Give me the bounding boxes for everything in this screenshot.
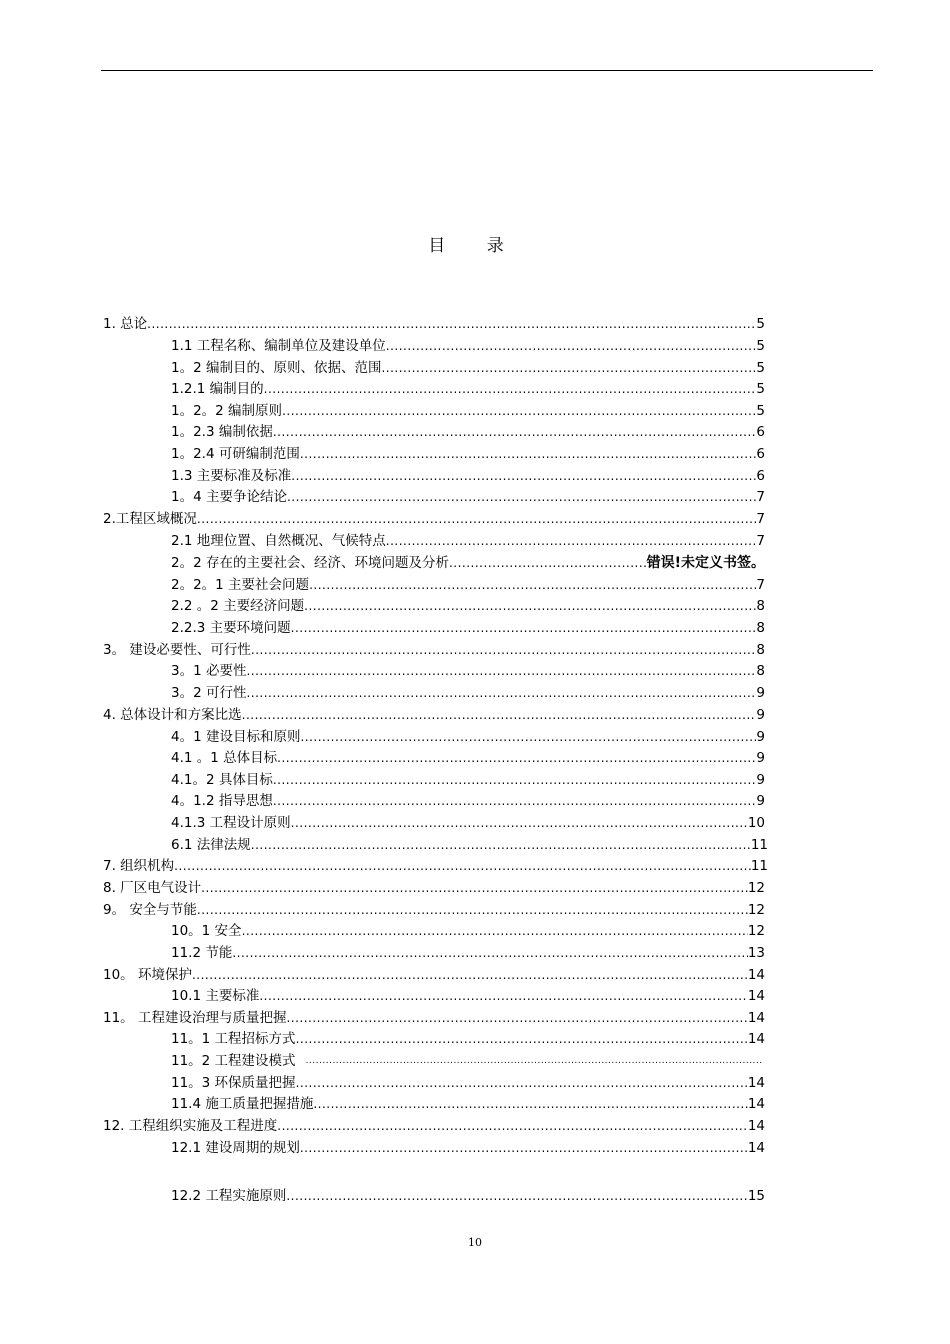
toc-entry-page: 5: [756, 316, 765, 332]
toc-leader-dots: [286, 1186, 747, 1206]
toc-entry[interactable]: [171, 1029, 765, 1049]
toc-leader-dots: [174, 856, 751, 876]
toc-entry-page: 5: [756, 381, 765, 397]
toc-entry[interactable]: [171, 1051, 763, 1071]
toc-leader-dots: [251, 835, 751, 855]
toc-entry-page: 14: [747, 1096, 765, 1112]
toc-leader-dots: [287, 487, 756, 507]
toc-entry-page: 9: [756, 685, 765, 701]
toc-leader-dots: [273, 422, 757, 442]
toc-entry[interactable]: [171, 1186, 765, 1206]
toc-entry-page: 7: [756, 533, 765, 549]
toc-entry-label: 1.3 主要标准及标准: [171, 468, 292, 484]
toc-leader-dots: [273, 770, 757, 790]
toc-entry-page: 12: [747, 880, 765, 896]
toc-entry[interactable]: [171, 1073, 765, 1093]
toc-entry-page: 9: [756, 707, 765, 723]
toc-entry[interactable]: [103, 640, 765, 660]
toc-entry-page: 14: [747, 967, 765, 983]
toc-leader-dots: [273, 791, 757, 811]
toc-title: 目 录: [428, 236, 522, 256]
toc-entry[interactable]: [171, 553, 765, 573]
toc-entry-label: 1.1 工程名称、编制单位及建设单位: [171, 338, 386, 354]
toc-leader-dots: [277, 748, 756, 768]
toc-entry-label: 11.4 施工质量把握措施: [171, 1096, 314, 1112]
toc-entry-label: 2.1 地理位置、自然概况、气候特点: [171, 533, 386, 549]
toc-entry[interactable]: [171, 1094, 765, 1114]
toc-entry-page: 7: [756, 577, 765, 593]
toc-entry-label: 4。1 建设目标和原则: [171, 729, 301, 745]
toc-entry-label: 7. 组织机构: [103, 858, 175, 874]
toc-entry[interactable]: [171, 422, 765, 442]
toc-leader-dots: [300, 727, 756, 747]
toc-leader-dots: [291, 618, 757, 638]
toc-entry-label: 4.1.3 工程设计原则: [171, 815, 291, 831]
toc-entry-page: 15: [747, 1188, 765, 1204]
toc-leader-dots: [286, 1008, 747, 1028]
toc-leader-dots: [449, 553, 647, 573]
toc-entry-label: 3。1 必要性: [171, 663, 247, 679]
toc-leader-dots: [201, 878, 748, 898]
toc-entry-page: 5: [756, 360, 765, 376]
toc-leader-dots: [291, 466, 756, 486]
toc-entry[interactable]: [171, 358, 765, 378]
toc-leader-dots: [246, 683, 756, 703]
toc-entry[interactable]: [103, 856, 768, 876]
toc-entry-label: 4.1 。1 总体目标: [171, 750, 278, 766]
toc-entry-label: 9。 安全与节能: [103, 902, 197, 918]
toc-entry-page: 9: [756, 729, 765, 745]
toc-leader-dots: [251, 640, 757, 660]
toc-entry-page: 11: [750, 858, 768, 874]
toc-entry-label: 1. 总论: [103, 316, 148, 332]
toc-entry[interactable]: [171, 531, 765, 551]
toc-entry[interactable]: [171, 835, 768, 855]
toc-entry-label: 2。2。1 主要社会问题: [171, 577, 310, 593]
toc-entry[interactable]: [103, 878, 765, 898]
toc-entry-label: 2。2 存在的主要社会、经济、环境问题及分析: [171, 555, 449, 571]
toc-entry[interactable]: [103, 705, 765, 725]
toc-entry[interactable]: [103, 1008, 765, 1028]
toc-entry[interactable]: [171, 336, 765, 356]
toc-leader-dots: [300, 1138, 748, 1158]
toc-leader-dots: [197, 900, 748, 920]
toc-entry-label: 1。4 主要争论结论: [171, 489, 287, 505]
toc-entry-label: 12.1 建设周期的规划: [171, 1140, 300, 1156]
toc-entry-label: 3。2 可行性: [171, 685, 247, 701]
toc-entry-label: 10.1 主要标准: [171, 988, 260, 1004]
toc-entry[interactable]: [171, 379, 765, 399]
toc-entry[interactable]: [171, 813, 765, 833]
header-rule: [101, 70, 873, 71]
toc-entry[interactable]: [171, 921, 765, 941]
toc-entry-label: 11。3 环保质量把握: [171, 1075, 296, 1091]
toc-leader-dots: [264, 379, 757, 399]
toc-entry-page: 13: [747, 945, 765, 961]
toc-entry-page: 14: [747, 1010, 765, 1026]
toc-entry[interactable]: [171, 596, 765, 616]
toc-entry-label: 2.2 。2 主要经济问题: [171, 598, 305, 614]
toc-leader-dots: [147, 314, 756, 334]
toc-entry-label: 10。1 安全: [171, 923, 242, 939]
toc-entry-label: 1.2.1 编制目的: [171, 381, 264, 397]
toc-leader-dots: [313, 1094, 747, 1114]
toc-entry[interactable]: [171, 401, 765, 421]
toc-entry-label: 2.2.3 主要环境问题: [171, 620, 291, 636]
toc-entry[interactable]: [171, 791, 765, 811]
toc-entry-page: 9: [756, 793, 765, 809]
toc-leader-dots: [306, 1051, 763, 1071]
toc-entry-page: 14: [747, 1075, 765, 1091]
toc-leader-dots: [291, 813, 748, 833]
toc-leader-dots: [192, 965, 748, 985]
toc-leader-dots: [309, 575, 756, 595]
toc-entry[interactable]: [103, 509, 765, 529]
toc-entry[interactable]: [171, 444, 765, 464]
toc-entry-label: 12.2 工程实施原则: [171, 1188, 287, 1204]
toc-leader-dots: [381, 358, 756, 378]
toc-entry[interactable]: [171, 466, 765, 486]
toc-entry-label: 12. 工程组织实施及工程进度: [103, 1118, 278, 1134]
page-number: 10: [468, 1236, 482, 1249]
toc-entry[interactable]: [171, 661, 765, 681]
toc-entry[interactable]: [103, 965, 765, 985]
toc-entry[interactable]: [171, 683, 765, 703]
toc-leader-dots: [282, 401, 756, 421]
toc-leader-dots: [386, 336, 757, 356]
toc-entry-page: 6: [756, 468, 765, 484]
toc-entry-label: 4. 总体设计和方案比选: [103, 707, 242, 723]
toc-leader-dots: [277, 1116, 748, 1136]
toc-entry-page: 14: [747, 1140, 765, 1156]
toc-entry[interactable]: [171, 575, 765, 595]
toc-entry[interactable]: [103, 1116, 765, 1136]
toc-entry-label: 1。2 编制目的、原则、依据、范围: [171, 360, 382, 376]
toc-entry-page: 8: [756, 663, 765, 679]
toc-entry[interactable]: [171, 1138, 765, 1158]
toc-entry-page: 8: [756, 620, 765, 636]
toc-entry-label: 10。 环境保护: [103, 967, 192, 983]
toc-entry-label: 1。2.4 可研编制范围: [171, 446, 300, 462]
toc-entry[interactable]: [103, 900, 765, 920]
toc-entry-page: 7: [756, 511, 765, 527]
toc-entry[interactable]: [171, 986, 765, 1006]
toc-leader-dots: [296, 1029, 748, 1049]
toc-entry-label: 2.工程区域概况: [103, 511, 197, 527]
toc-entry[interactable]: [171, 770, 765, 790]
toc-entry-label: 4。1.2 指导思想: [171, 793, 273, 809]
toc-leader-dots: [296, 1073, 748, 1093]
toc-leader-dots: [232, 943, 747, 963]
toc-entry-page-error: 错误!未定义书签。: [646, 555, 765, 571]
toc-entry-page: 12: [747, 902, 765, 918]
toc-entry-page: 9: [756, 750, 765, 766]
toc-entry-page: 5: [756, 403, 765, 419]
toc-leader-dots: [246, 661, 756, 681]
toc-entry-label: 11。 工程建设治理与质量把握: [103, 1010, 287, 1026]
toc-leader-dots: [259, 986, 747, 1006]
toc-entry-page: 7: [756, 489, 765, 505]
toc-entry-page: 14: [747, 988, 765, 1004]
toc-entry-label: 1。2。2 编制原则: [171, 403, 283, 419]
toc-leader-dots: [300, 444, 757, 464]
toc-entry-label: 11.2 节能: [171, 945, 233, 961]
toc-entry-label: 11。1 工程招标方式: [171, 1031, 296, 1047]
toc-entry[interactable]: [171, 487, 765, 507]
toc-entry[interactable]: [171, 618, 765, 638]
toc-leader-dots: [197, 509, 757, 529]
toc-entry-page: 14: [747, 1118, 765, 1134]
toc-entry-page: 6: [756, 424, 765, 440]
toc-leader-dots: [242, 921, 748, 941]
toc-entry-page: 9: [756, 772, 765, 788]
toc-entry-label: 4.1。2 具体目标: [171, 772, 273, 788]
toc-entry-page: 8: [756, 598, 765, 614]
toc-entry-page: 14: [747, 1031, 765, 1047]
toc-entry[interactable]: [171, 727, 765, 747]
toc-entry-page: 11: [750, 837, 768, 853]
toc-entry-label: 6.1 法律法规: [171, 837, 251, 853]
toc-entry-label: 11。2 工程建设模式: [171, 1053, 296, 1069]
toc-entry-page: 6: [756, 446, 765, 462]
toc-entry-page: 12: [747, 923, 765, 939]
toc-entry[interactable]: [103, 314, 765, 334]
toc-entry-page: 8: [756, 642, 765, 658]
toc-entry-page: 5: [756, 338, 765, 354]
toc-leader-dots: [242, 705, 757, 725]
toc-entry[interactable]: [171, 943, 765, 963]
toc-entry-label: 8. 厂区电气设计: [103, 880, 202, 896]
toc-leader-dots: [386, 531, 757, 551]
toc-entry-label: 1。2.3 编制依据: [171, 424, 273, 440]
toc-entry[interactable]: [171, 748, 765, 768]
toc-entry-label: 3。 建设必要性、可行性: [103, 642, 251, 658]
toc-leader-dots: [304, 596, 756, 616]
toc-entry-page: 10: [747, 815, 765, 831]
